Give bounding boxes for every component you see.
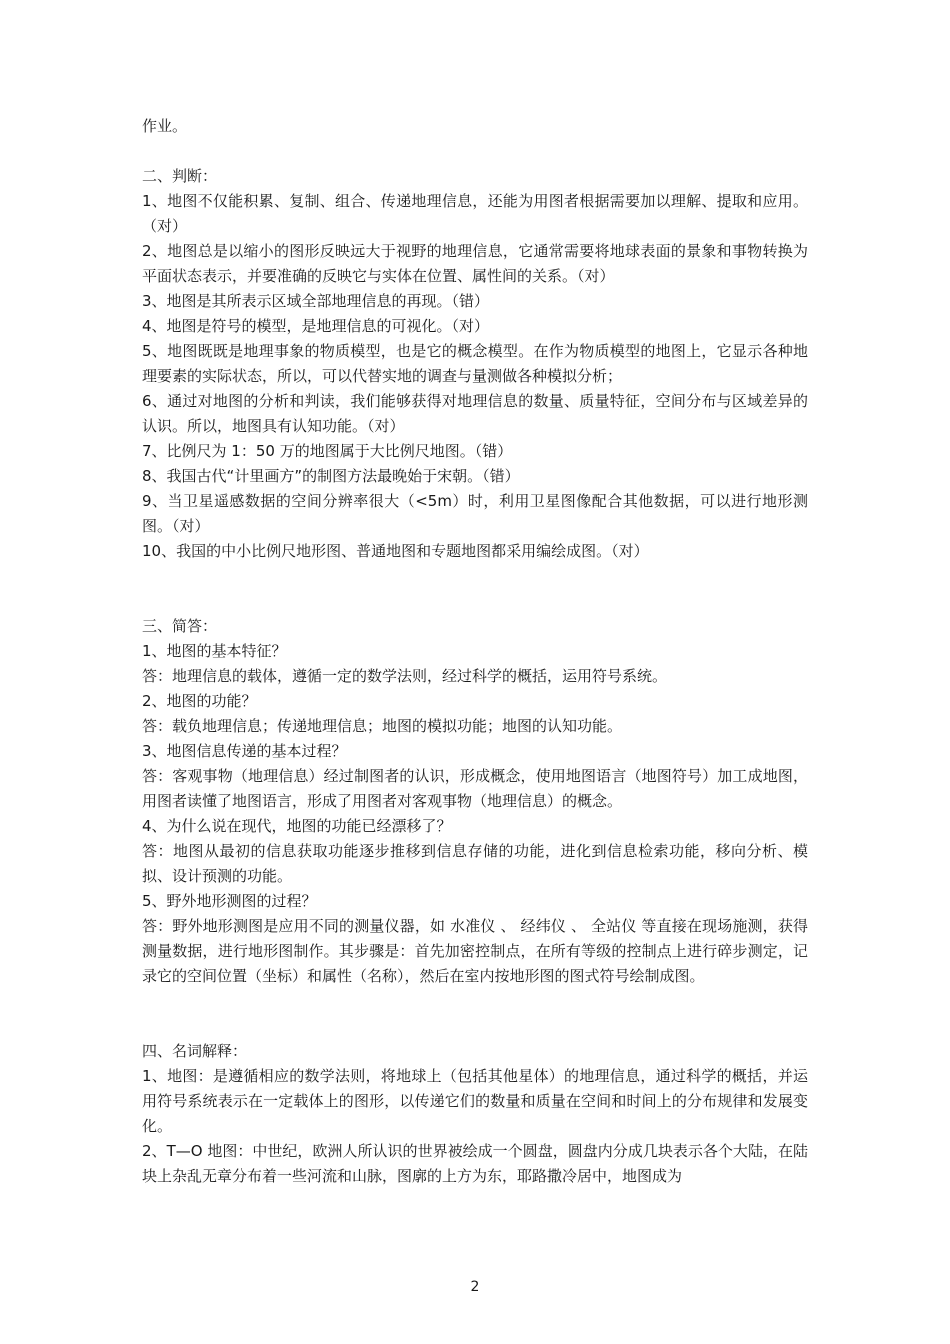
answer: 答：地理信息的载体，遵循一定的数学法则，经过科学的概括，运用符号系统。 bbox=[142, 667, 668, 685]
term-definition: 1、地图：是遵循相应的数学法则，将地球上（包括其他星体）的地理信息，通过科学的概括，并运用符号系统表示在一定载体上的图形，以传递它们的数量和质量在空间和时间上的分布规律和发展变化。 bbox=[142, 1067, 808, 1135]
judgment-item: 4、地图是符号的模型，是地理信息的可视化。（对） bbox=[142, 317, 490, 335]
answer: 答：客观事物（地理信息）经过制图者的认识，形成概念，使用地图语言（地图符号）加工成地图，用图者读懂了地图语言，形成了用图者对客观事物（地理信息）的概念。 bbox=[142, 767, 808, 810]
answer: 答：地图从最初的信息获取功能逐步推移到信息存储的功能，进化到信息检索功能，移向分析、模拟、设计预测的功能。 bbox=[142, 842, 808, 885]
question: 4、为什么说在现代，地图的功能已经漂移了？ bbox=[142, 817, 452, 835]
section-judgment bbox=[142, 164, 808, 564]
judgment-item: 5、地图既既是地理事象的物质模型，也是它的概念模型。在作为物质模型的地图上，它显示各种地理要素的实际状态，所以，可以代替实地的调查与量测做各种模拟分析； bbox=[142, 342, 808, 385]
judgment-item: 7、比例尺为 1：50 万的地图属于大比例尺地图。（错） bbox=[142, 442, 513, 460]
spacer bbox=[142, 989, 808, 1039]
judgment-item: 6、通过对地图的分析和判读，我们能够获得对地理信息的数量、质量特征，空间分布与区域差异的认识。所以，地图具有认知功能。（对） bbox=[142, 392, 808, 435]
judgment-item: 3、地图是其所表示区域全部地理信息的再现。（错） bbox=[142, 292, 490, 310]
question: 5、野外地形测图的过程？ bbox=[142, 892, 317, 910]
spacer bbox=[142, 564, 808, 614]
section-heading: 四、名词解释： bbox=[142, 1042, 248, 1060]
section-heading: 二、判断： bbox=[142, 167, 218, 185]
judgment-item: 2、地图总是以缩小的图形反映远大于视野的地理信息，它通常需要将地球表面的景象和事物转换为平面状态表示，并要准确的反映它与实体在位置、属性间的关系。（对） bbox=[142, 242, 808, 285]
section-heading: 三、简答： bbox=[142, 617, 218, 635]
term-definition: 2、T—O 地图：中世纪，欧洲人所认识的世界被绘成一个圆盘，圆盘内分成几块表示各个大陆，在陆块上杂乱无章分布着一些河流和山脉，图廓的上方为东，耶路撒冷居中，地图成为 bbox=[142, 1142, 808, 1185]
section-short-answer bbox=[142, 614, 808, 989]
question: 2、地图的功能？ bbox=[142, 692, 257, 710]
page-number: 2 bbox=[470, 1279, 480, 1295]
spacer bbox=[142, 139, 808, 164]
question: 1、地图的基本特征？ bbox=[142, 642, 287, 660]
section-terms bbox=[142, 1039, 808, 1189]
judgment-item: 1、地图不仅能积累、复制、组合、传递地理信息，还能为用图者根据需要加以理解、提取和应用。（对） bbox=[142, 192, 808, 235]
answer: 答：载负地理信息；传递地理信息；地图的模拟功能；地图的认知功能。 bbox=[142, 717, 623, 735]
question: 3、地图信息传递的基本过程？ bbox=[142, 742, 347, 760]
judgment-item: 9、当卫星遥感数据的空间分辨率很大（<5m）时，利用卫星图像配合其他数据，可以进行地形测图。（对） bbox=[142, 492, 808, 535]
document-body bbox=[142, 114, 808, 1189]
answer: 答：野外地形测图是应用不同的测量仪器，如 水准仪 、 经纬仪 、 全站仪 等直接在现场施测，获得测量数据，进行地形图制作。其步骤是：首先加密控制点，在所有等级的控制点上进行碎步测定，记录它的空间位置（坐标）和属性（名称），然后在室内按地形图的图式符号绘制成图。 bbox=[142, 917, 808, 985]
judgment-item: 8、我国古代“计里画方”的制图方法最晚始于宋朝。（错） bbox=[142, 467, 520, 485]
lead-text: 作业。 bbox=[142, 117, 188, 135]
judgment-item: 10、我国的中小比例尺地形图、普通地图和专题地图都采用编绘成图。（对） bbox=[142, 542, 649, 560]
